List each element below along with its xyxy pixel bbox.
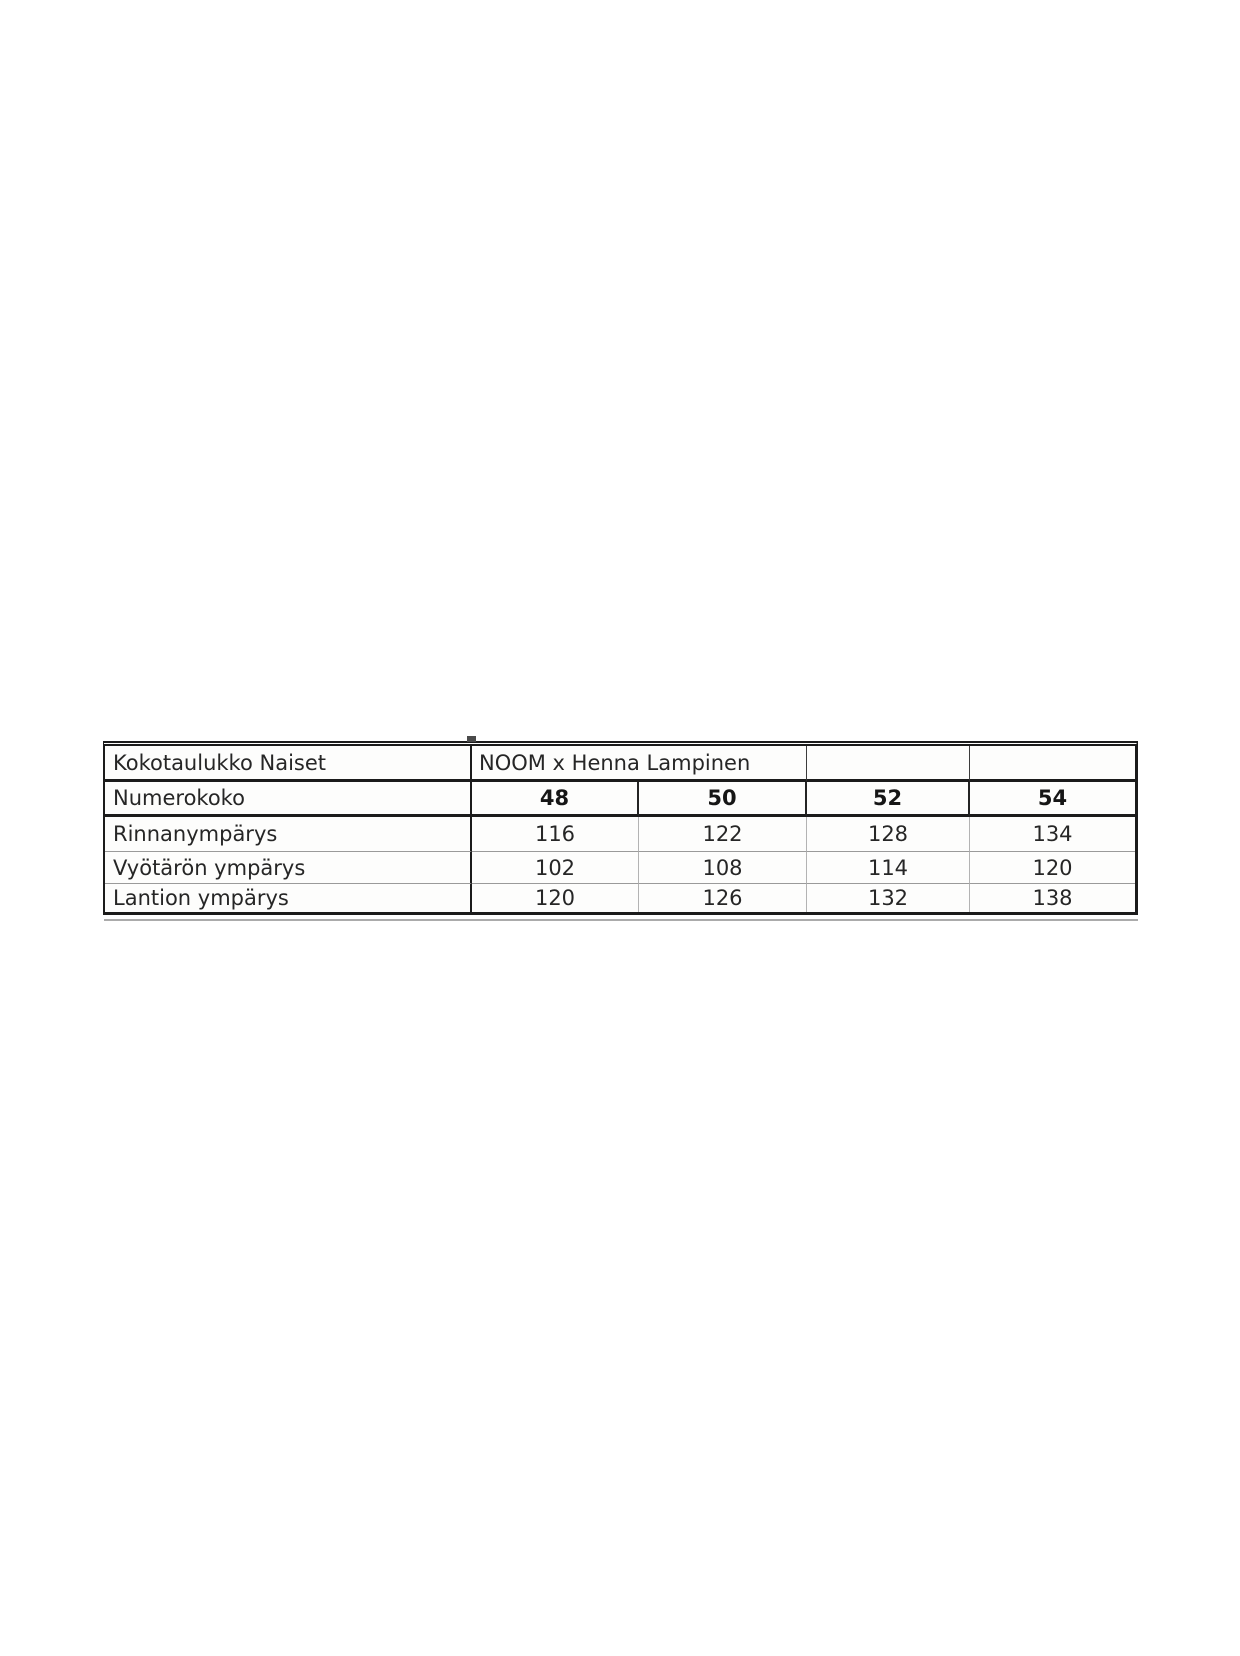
- measurement-value-cell: 134: [970, 817, 1135, 852]
- measurement-label-cell: Rinnanympärys: [105, 817, 472, 852]
- size-header-cell: 50: [639, 782, 807, 817]
- measurement-value-cell: 116: [472, 817, 639, 852]
- measurement-value-cell: 138: [1032, 886, 1073, 910]
- empty-cell: [970, 746, 1135, 782]
- measurement-value-cell: 132: [807, 884, 970, 912]
- table-row-title: [105, 746, 1135, 782]
- table-row-waist: [105, 852, 1135, 884]
- size-row-label-cell: Numerokoko: [105, 782, 472, 817]
- measurement-label-cell: Lantion ympärys: [105, 884, 472, 912]
- size-header-cell: 54: [970, 782, 1135, 817]
- measurement-value-cell: 120: [472, 884, 639, 912]
- table-row-hips: [105, 884, 1135, 912]
- measurement-value-cell: 102: [472, 852, 639, 884]
- size-header-cell: 52: [807, 782, 970, 817]
- border-echo-artifact: [104, 919, 1138, 921]
- size-header-cell: 48: [472, 782, 639, 817]
- size-table: [103, 741, 1138, 915]
- measurement-label-cell: Vyötärön ympärys: [105, 852, 472, 884]
- size-chart: [103, 741, 1138, 915]
- table-row-sizes: [105, 782, 1135, 817]
- measurement-value-cell: 114: [807, 852, 970, 884]
- measurement-value-cell: 108: [639, 852, 807, 884]
- brand-cell: NOOM x Henna Lampinen: [472, 746, 807, 782]
- table-row-chest: [105, 817, 1135, 852]
- measurement-value-cell: 126: [639, 884, 807, 912]
- measurement-value-cell: 128: [807, 817, 970, 852]
- border-tick-artifact: [467, 736, 476, 742]
- measurement-value-cell: 120: [970, 852, 1135, 884]
- measurement-value-cell: 122: [639, 817, 807, 852]
- empty-cell: [807, 746, 970, 782]
- table-title-cell: Kokotaulukko Naiset: [105, 746, 472, 782]
